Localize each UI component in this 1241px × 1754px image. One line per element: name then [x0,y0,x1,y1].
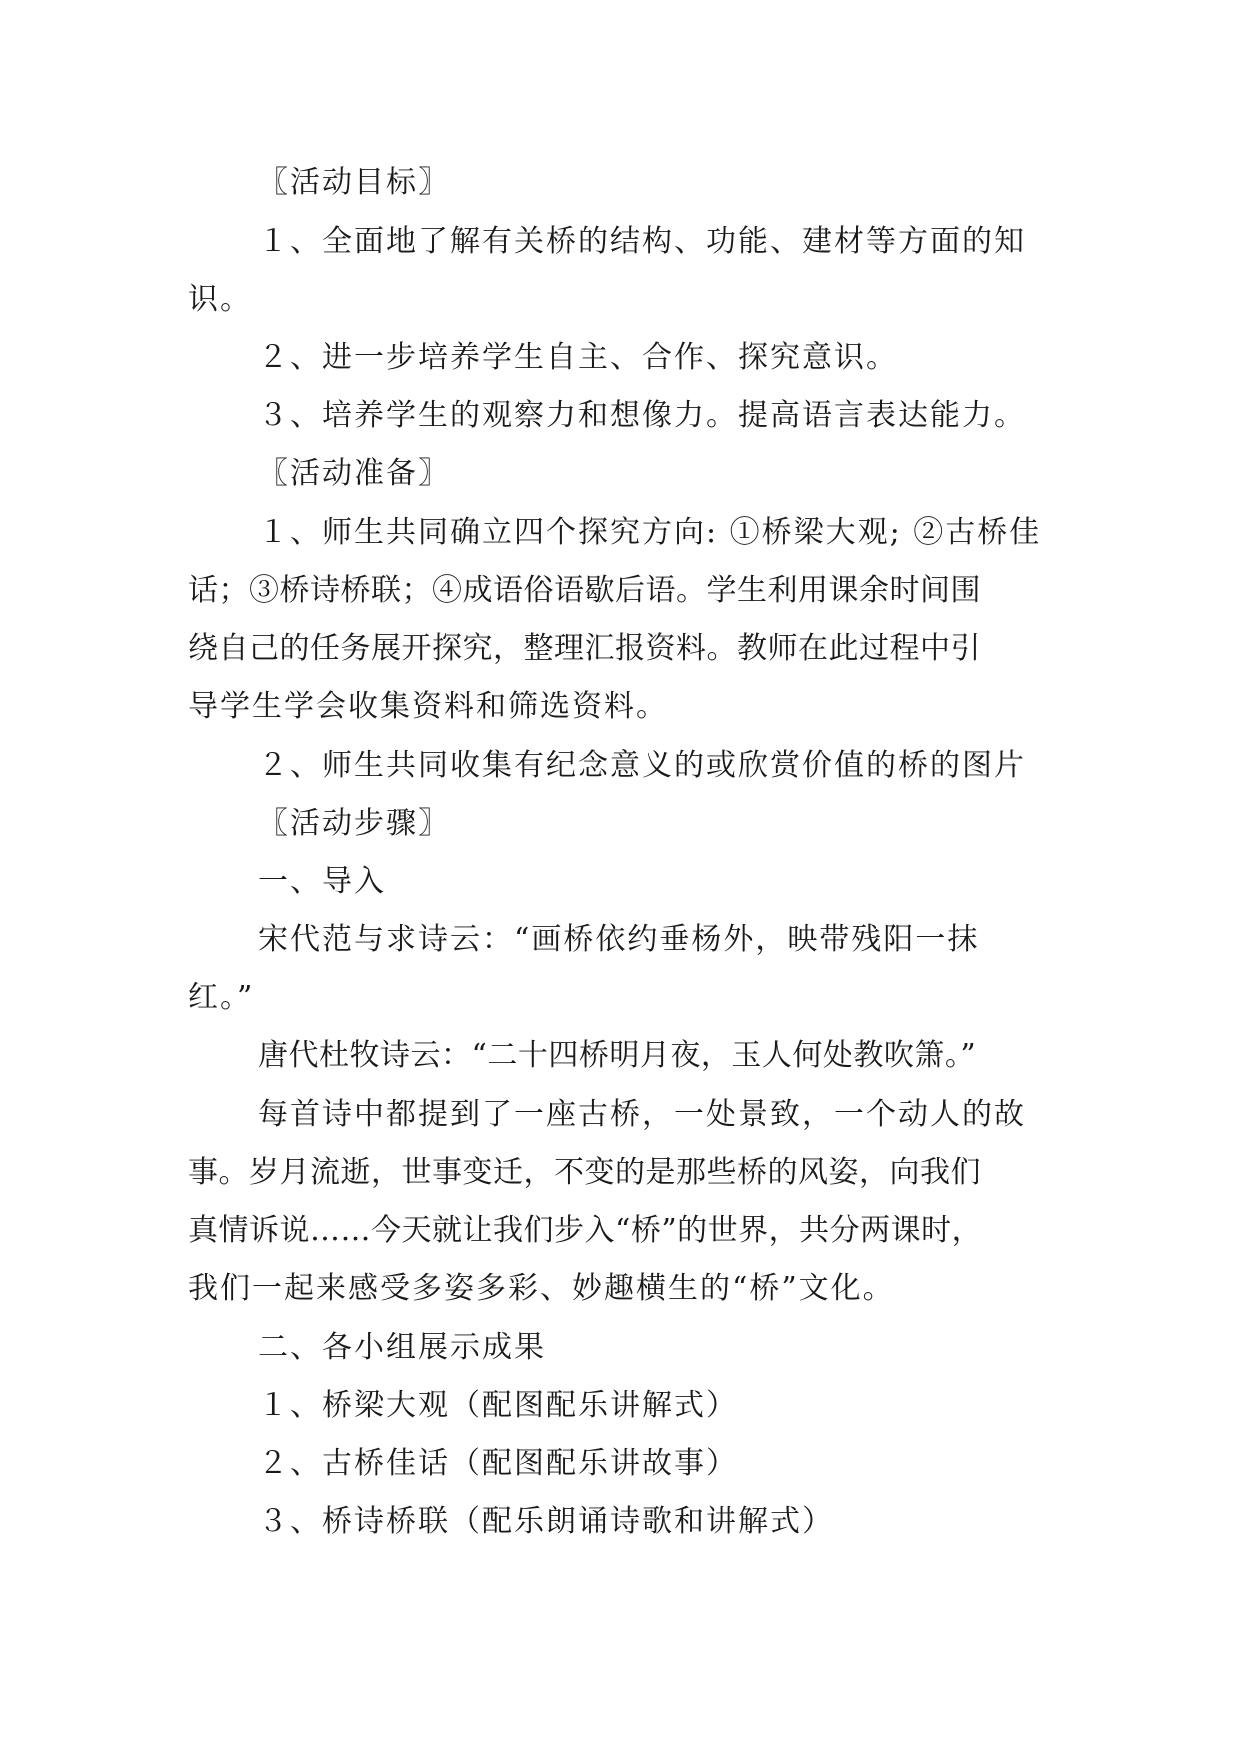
preparation-1-line-4: 导学生学会收集资料和筛选资料。 [188,689,668,724]
steps-heading: 〖活动步骤〗 [258,806,450,841]
section-1-title: 一、导入 [258,864,386,899]
preparation-heading: 〖活动准备〗 [258,456,450,491]
result-3: ３、桥诗桥联（配乐朗诵诗歌和讲解式） [258,1504,834,1539]
quote-1-line-1: 宋代范与求诗云：“画桥依约垂杨外，映带残阳一抹 [258,922,980,957]
section-2-title: 二、各小组展示成果 [258,1330,546,1365]
preparation-1-line-2: 话；③桥诗桥联；④成语俗语歇后语。学生利用课余时间围 [188,573,981,608]
quote-1-line-2: 红。” [188,980,255,1015]
preparation-1-line-1: １、师生共同确立四个探究方向: ①桥梁大观; ②古桥佳 [258,515,1042,550]
result-1: １、桥梁大观（配图配乐讲解式） [258,1388,738,1423]
objective-2: ２、进一步培养学生自主、合作、探究意识。 [258,340,898,375]
objective-1-line-1: １、全面地了解有关桥的结构、功能、建材等方面的知 [258,224,1026,259]
paragraph-line-4: 我们一起来感受多姿多彩、妙趣横生的“桥”文化。 [188,1271,895,1306]
preparation-2: ２、师生共同收集有纪念意义的或欣赏价值的桥的图片 [258,748,1026,783]
paragraph-line-3: 真情诉说……今天就让我们步入“桥”的世界，共分两课时， [188,1213,983,1248]
preparation-1-line-3: 绕自己的任务展开探究，整理汇报资料。教师在此过程中引 [188,631,981,666]
paragraph-line-2: 事。岁月流逝，世事变迁，不变的是那些桥的风姿，向我们 [188,1155,981,1190]
objective-1-line-2: 识。 [188,282,252,317]
objective-3: ３、培养学生的观察力和想像力。提高语言表达能力。 [258,398,1026,433]
objectives-heading: 〖活动目标〗 [258,165,450,200]
paragraph-line-1: 每首诗中都提到了一座古桥，一处景致，一个动人的故 [258,1097,1026,1132]
quote-2: 唐代杜牧诗云：“二十四桥明月夜，玉人何处教吹箫。” [258,1038,977,1073]
result-2: ２、古桥佳话（配图配乐讲故事） [258,1446,738,1481]
